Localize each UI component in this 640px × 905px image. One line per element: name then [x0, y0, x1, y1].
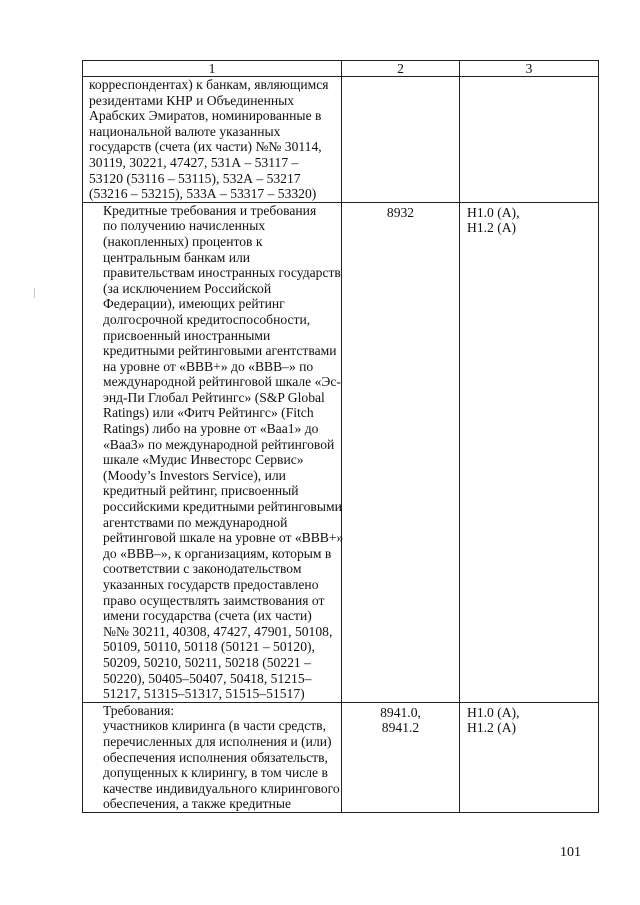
text-line: указанных государств предоставлено [103, 577, 319, 592]
text-line: 50220), 50405–50407, 50418, 51215– [103, 670, 312, 686]
column-header-1: 1 [83, 61, 342, 77]
text-line: присвоенный иностранными [103, 327, 271, 343]
normative-cell [460, 702, 599, 812]
text-line: обеспечения исполнения обязательств, [103, 749, 328, 765]
normative-value: Н1.2 (А) [467, 720, 517, 736]
text-line: имени государства (счета (их части) [103, 608, 312, 624]
text-line: 51217, 51315–51317, 51515–51517) [103, 686, 305, 702]
text-line: соответствии с законодательством [103, 561, 302, 577]
text-line: право осуществлять заимствования от [103, 592, 325, 608]
text-line: по получению начисленных [103, 218, 266, 234]
text-line: 30119, 30221, 47427, 531А – 53117 – [89, 154, 299, 170]
text-line: резидентами КНР и Объединенных [89, 92, 295, 108]
description-text [89, 202, 344, 702]
text-line: перечисленных для исполнения и (или) [103, 733, 332, 749]
text-line: долгосрочной кредитоспособности, [103, 311, 311, 327]
text-line: международной рейтинговой шкале «Эс- [103, 374, 341, 390]
text-line: рейтинговой шкале на уровне от «BBB+» [103, 530, 344, 546]
text-line: Ratings) либо на уровне от «Baa1» до [103, 421, 319, 437]
text-line: до «BBB–», к организациям, которым в [103, 545, 332, 561]
text-line: корреспондентах) к банкам, являющимся [89, 77, 329, 92]
text-line: Арабских Эмиратов, номинированные в [89, 108, 322, 124]
normative-cell [460, 77, 599, 203]
text-line: Ratings) или «Фитч Рейтингс» (Fitch [103, 405, 314, 421]
text-line: (53216 – 53215), 533А – 53317 – 53320) [89, 186, 317, 202]
text-line: Федерации), имеющих рейтинг [103, 296, 285, 312]
text-line: 50209, 50210, 50211, 50218 (50221 – [103, 654, 311, 670]
table-row [83, 77, 599, 203]
column-header-3: 3 [460, 61, 599, 77]
description-cell [83, 702, 342, 812]
regulation-table [82, 60, 599, 813]
text-line: Кредитные требования и требования [103, 202, 317, 218]
text-line: качестве индивидуального клирингового [103, 780, 340, 796]
text-line: №№ 30211, 40308, 47427, 47901, 50108, [103, 623, 333, 639]
text-line: обеспечения, а также кредитные [103, 796, 292, 812]
table-header-row [83, 61, 599, 77]
text-line: участников клиринга (в части средств, [103, 718, 326, 734]
text-line: 50109, 50110, 50118 (50121 – 50120), [103, 639, 315, 655]
text-line: допущенных к клирингу, в том числе в [103, 765, 328, 781]
normative-cell [460, 202, 599, 702]
normative-value: Н1.0 (А), [467, 204, 520, 220]
text-line: (Moody’s Investors Service), или [103, 467, 286, 483]
account-code: 8932 [386, 204, 415, 220]
description-cell [83, 77, 342, 203]
text-line: кредитный рейтинг, присвоенный [103, 483, 299, 499]
description-cell [83, 202, 342, 702]
account-code-cell [342, 77, 460, 203]
text-line: «Baa3» по международной рейтинговой [103, 436, 335, 452]
text-line: государств (счета (их части) №№ 30114, [89, 139, 322, 155]
account-code-cell [342, 202, 460, 702]
text-line: энд-Пи Глобал Рейтингс» (S&P Global [103, 389, 325, 405]
column-header-2: 2 [342, 61, 460, 77]
text-line: центральным банкам или [103, 249, 251, 265]
text-line: правительствам иностранных государств [103, 265, 341, 281]
text-line: национальной валюте указанных [89, 123, 281, 139]
description-text [89, 77, 338, 202]
account-code: 8941.0, [380, 704, 421, 720]
table-row [83, 202, 599, 702]
text-line: российскими кредитными рейтинговыми [103, 499, 342, 515]
page-number: 101 [560, 845, 581, 860]
text-line: (за исключением Российской [103, 280, 272, 296]
text-line: агентствами по международной [103, 514, 288, 530]
normative-value: Н1.0 (А), [467, 704, 520, 720]
description-text [89, 718, 338, 812]
normative-value: Н1.2 (А) [467, 220, 517, 236]
scan-edge-mark [34, 288, 35, 298]
text-line: кредитными рейтинговыми агентствами [103, 343, 337, 359]
text-line: шкале «Мудис Инвесторс Сервис» [103, 452, 304, 468]
requirements-heading: Требования: [103, 702, 175, 718]
table-row [83, 702, 599, 812]
text-line: 53120 (53116 – 53115), 532А – 53217 [89, 170, 301, 186]
text-line: на уровне от «BBB+» до «BBB–» по [103, 358, 314, 374]
account-code: 8941.2 [381, 720, 420, 736]
account-code-cell [342, 702, 460, 812]
text-line: (накопленных) процентов к [103, 233, 263, 249]
